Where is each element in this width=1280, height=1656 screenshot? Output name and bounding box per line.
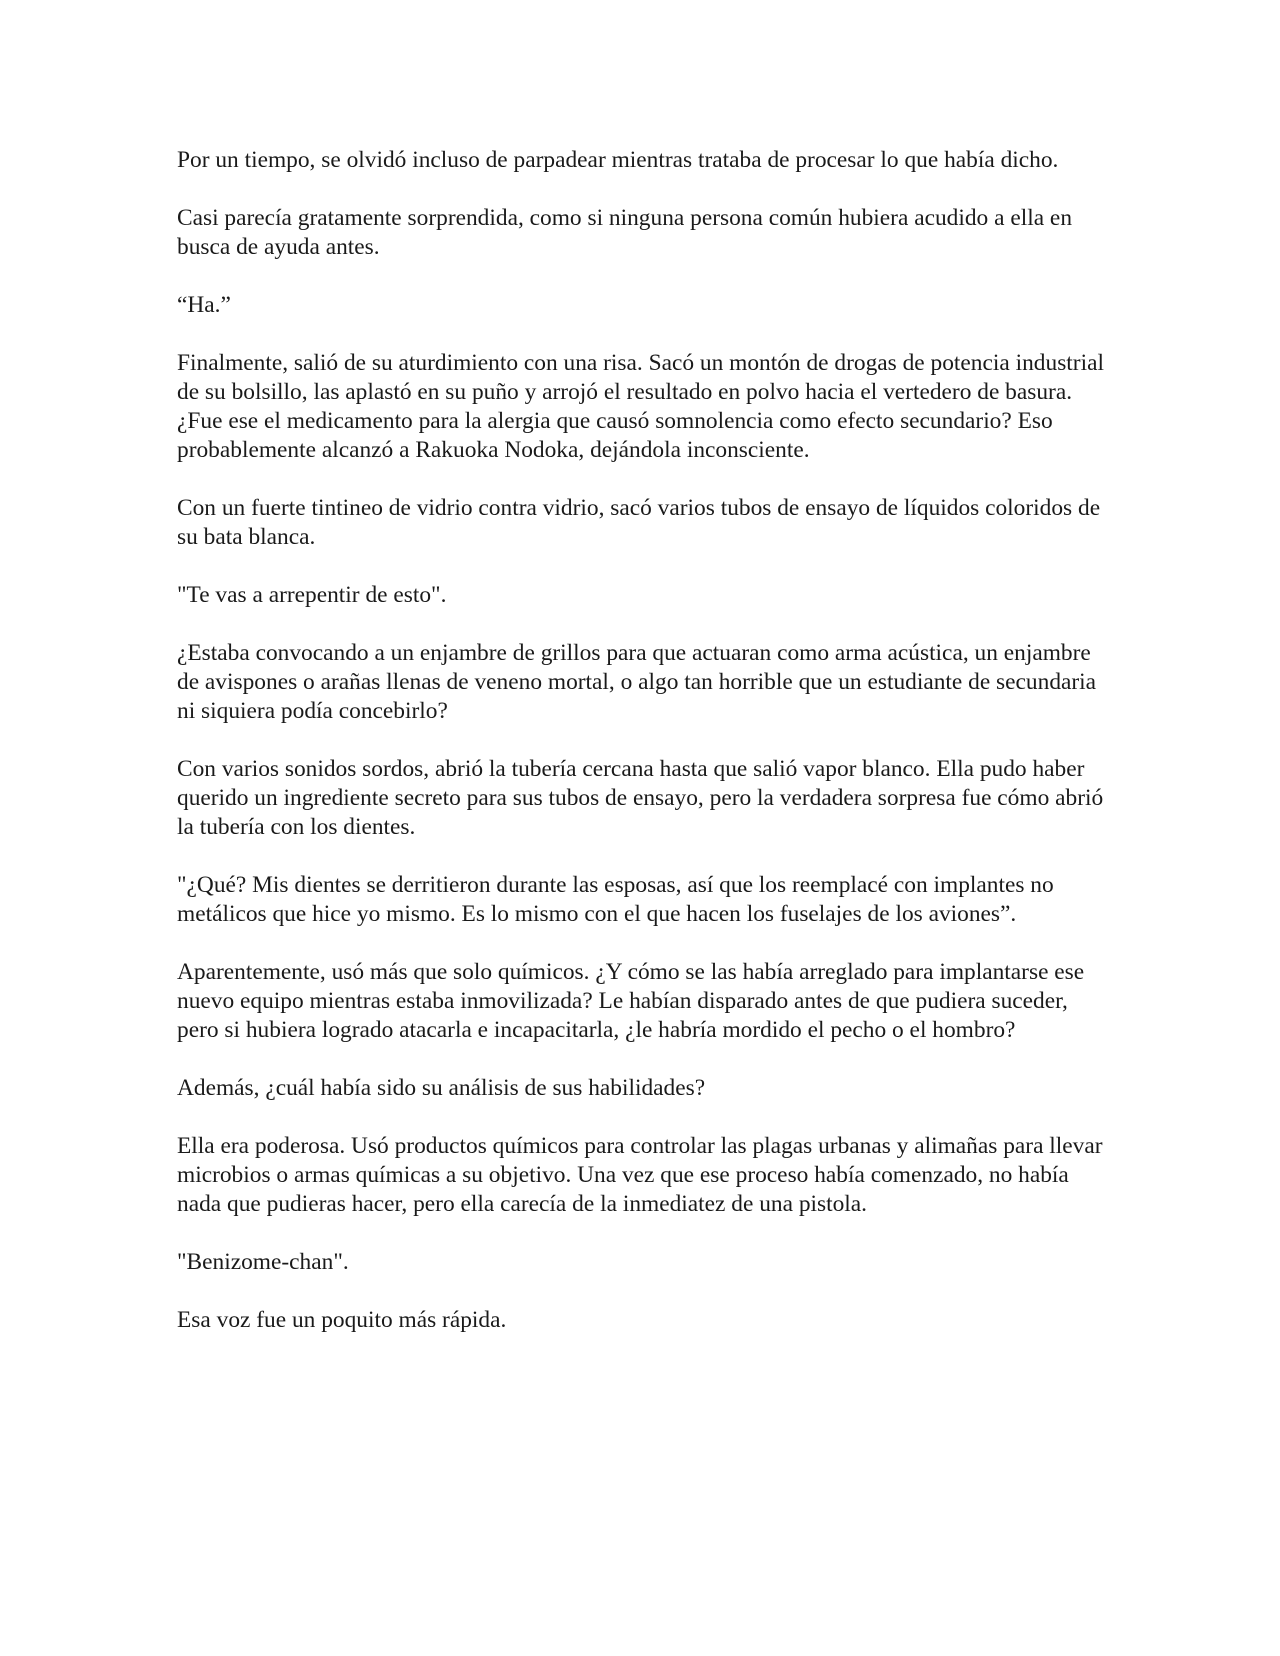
paragraph-4: Finalmente, salió de su aturdimiento con una risa. Sacó un montón de drogas de potencia industrial de su bolsillo, las aplastó en su puño y arrojó el resultado en polvo hacia el vertedero de basura. ¿Fue ese el medicamento para la alergia que causó somnolencia como efecto secundario? Eso probablemente alcanzó a Rakuoka Nodoka, dejándola inconsciente. bbox=[177, 350, 1104, 463]
paragraph-1: Por un tiempo, se olvidó incluso de parpadear mientras trataba de procesar lo que había dicho. bbox=[177, 147, 1059, 173]
paragraph-12: Ella era poderosa. Usó productos químicos para controlar las plagas urbanas y alimañas para llevar microbios o armas químicas a su objetivo. Una vez que ese proceso había comenzado, no había nada que pudieras hacer, pero ella carecía de la inmediatez de una pistola. bbox=[177, 1133, 1103, 1217]
paragraph-11: Además, ¿cuál había sido su análisis de sus habilidades? bbox=[177, 1075, 706, 1101]
paragraph-5: Con un fuerte tintineo de vidrio contra vidrio, sacó varios tubos de ensayo de líquidos coloridos de su bata blanca. bbox=[177, 495, 1101, 550]
paragraph-2: Casi parecía gratamente sorprendida, como si ninguna persona común hubiera acudido a ella en busca de ayuda antes. bbox=[177, 205, 1073, 260]
paragraph-8: Con varios sonidos sordos, abrió la tubería cercana hasta que salió vapor blanco. Ella pudo haber querido un ingrediente secreto para sus tubos de ensayo, pero la verdadera sorpresa fue cómo abrió la tubería con los dientes. bbox=[177, 756, 1104, 840]
paragraph-7: ¿Estaba convocando a un enjambre de grillos para que actuaran como arma acústica, un enjambre de avispones o arañas llenas de veneno mortal, o algo tan horrible que un estudiante de secundaria ni siquiera podía concebirlo? bbox=[177, 640, 1097, 724]
paragraph-14: Esa voz fue un poquito más rápida. bbox=[177, 1307, 507, 1333]
paragraph-6: "Te vas a arrepentir de esto". bbox=[177, 582, 447, 608]
paragraph-13: "Benizome-chan". bbox=[177, 1249, 349, 1275]
body-text bbox=[177, 146, 1107, 1335]
paragraph-9: "¿Qué? Mis dientes se derritieron durante las esposas, así que los reemplacé con implantes no metálicos que hice yo mismo. Es lo mismo con el que hacen los fuselajes de los aviones”. bbox=[177, 872, 1054, 927]
paragraph-10: Aparentemente, usó más que solo químicos. ¿Y cómo se las había arreglado para implantarse ese nuevo equipo mientras estaba inmovilizada? Le habían disparado antes de que pudiera suceder, pero si hubiera logrado atacarla e incapacitarla, ¿le habría mordido el pecho o el hombro? bbox=[177, 959, 1085, 1043]
paragraph-3: “Ha.” bbox=[177, 292, 231, 318]
